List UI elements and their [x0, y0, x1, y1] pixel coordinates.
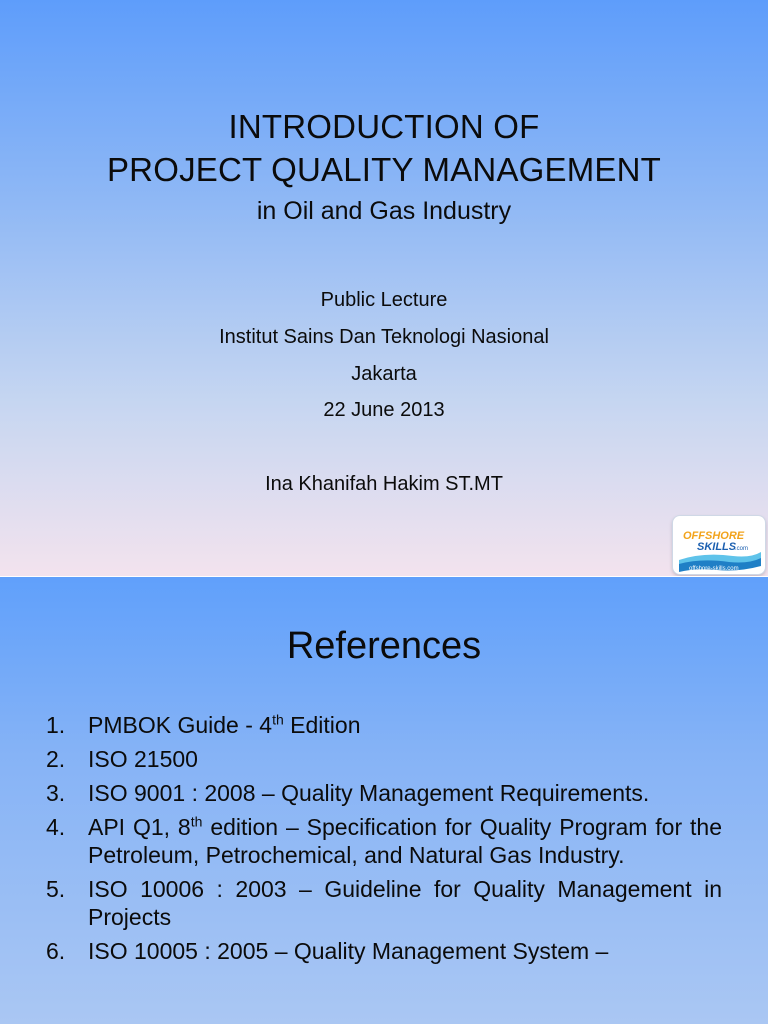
logo-graphic — [673, 516, 765, 574]
date: 22 June 2013 — [323, 399, 445, 421]
reference-number: 5. — [46, 876, 66, 902]
reference-text: ISO 10005 : 2005 – Quality Management System – — [88, 938, 609, 964]
reference-number: 1. — [46, 712, 66, 738]
logo-url: offshore-skills.com — [689, 566, 739, 572]
reference-number: 2. — [46, 746, 66, 772]
offshore-skills-logo — [673, 516, 765, 574]
reference-text-cont: edition – Specification for Quality Program for the Petroleum, Petrochemical, and Natural Gas Industry. — [88, 814, 722, 868]
reference-item — [46, 875, 722, 931]
reference-superscript: th — [190, 813, 203, 830]
reference-item — [46, 779, 722, 807]
reference-item — [46, 711, 722, 739]
reference-text: ISO 21500 — [88, 746, 198, 772]
references-list — [46, 711, 722, 971]
reference-text: ISO 9001 : 2008 – Quality Management Requirements. — [88, 780, 650, 806]
title-line-1: INTRODUCTION OF — [228, 108, 540, 145]
reference-text: ISO 10006 : 2003 – Guideline for Quality Management in Projects — [88, 876, 722, 930]
reference-text-cont: Edition — [283, 712, 361, 738]
reference-number: 4. — [46, 814, 66, 840]
reference-text: PMBOK Guide - 4 — [88, 712, 273, 738]
logo-text-line2: SKILLS — [697, 541, 737, 553]
reference-item — [46, 813, 722, 869]
reference-number: 3. — [46, 780, 66, 806]
reference-item — [46, 937, 722, 965]
author: Ina Khanifah Hakim ST.MT — [265, 473, 503, 495]
logo-text-line1: OFFSHORE — [683, 530, 745, 542]
logo-text-suffix: .com — [735, 546, 749, 552]
references-title: References — [286, 625, 482, 667]
institution-name: Institut Sains Dan Teknologi Nasional — [219, 326, 549, 348]
reference-text: API Q1, 8 — [88, 814, 191, 840]
city: Jakarta — [351, 363, 417, 385]
event-name: Public Lecture — [320, 289, 448, 311]
subtitle: in Oil and Gas Industry — [256, 197, 512, 225]
reference-superscript: th — [272, 711, 284, 728]
title-line-2: PROJECT QUALITY MANAGEMENT — [106, 151, 662, 188]
reference-number: 6. — [46, 938, 66, 964]
reference-item — [46, 745, 722, 773]
